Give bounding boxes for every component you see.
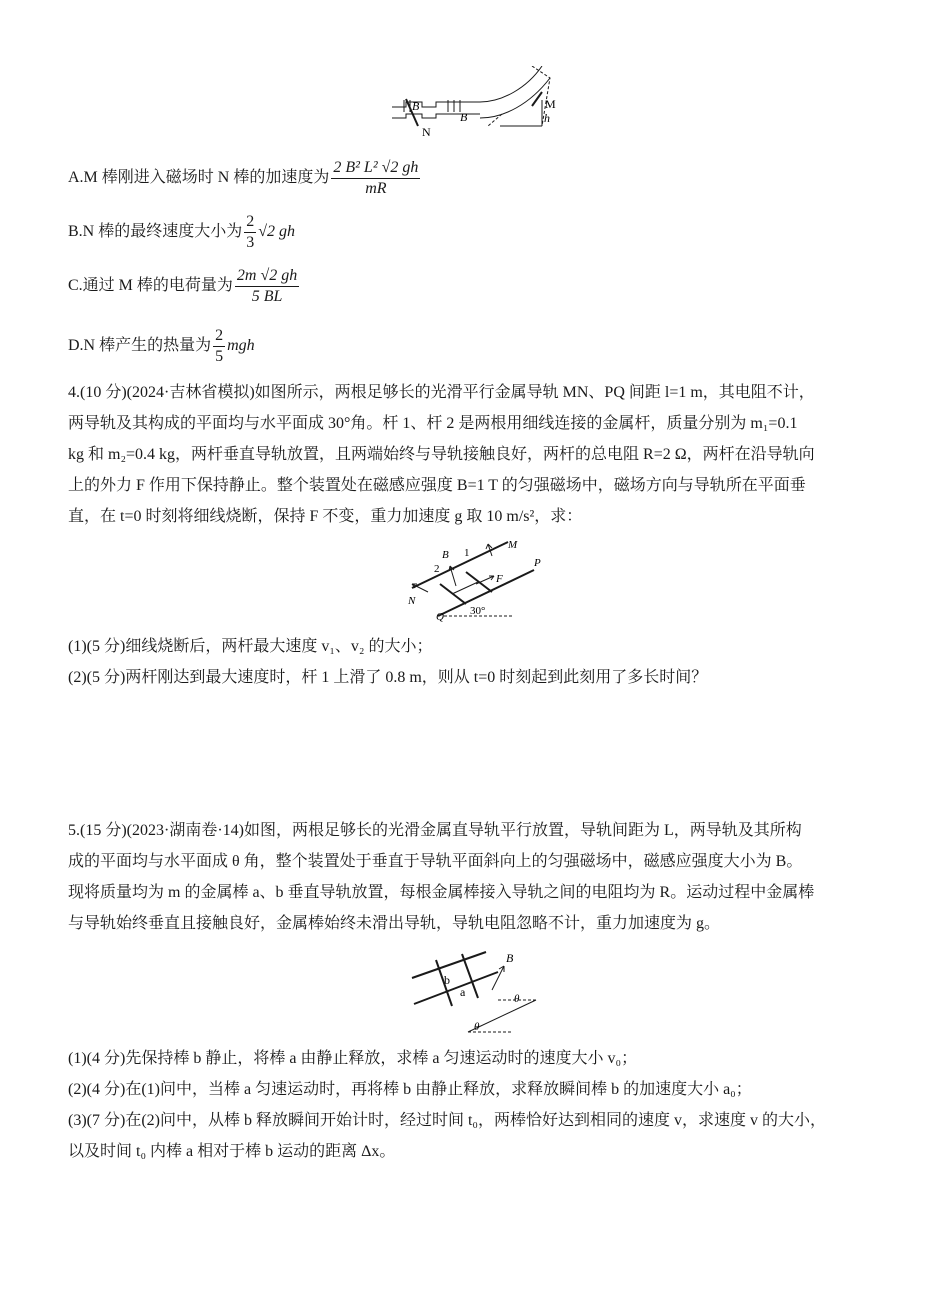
q5-label-theta-1: θ xyxy=(514,993,520,1005)
q4-label-1: 1 xyxy=(464,547,470,559)
q4-label-2: 2 xyxy=(434,563,440,575)
option-d-text: D.N 棒产生的热量为 xyxy=(68,337,212,355)
option-d-denominator: 5 xyxy=(215,348,224,365)
q3-label-m: M xyxy=(545,97,556,111)
q4-label-q: Q xyxy=(436,611,444,622)
q4-label-p: P xyxy=(534,557,541,569)
q4-figure xyxy=(404,536,554,622)
q5-sub-1: (1)(4 分)先保持棒 b 静止，将棒 a 由静止释放，求棒 a 匀速运动时的速度大小 v₀； xyxy=(68,1050,638,1067)
option-b-numerator: 2 xyxy=(244,212,256,233)
option-b-text: B.N 棒的最终速度大小为 xyxy=(68,223,243,241)
option-b-denominator: 3 xyxy=(246,234,255,251)
q3-option-b xyxy=(68,212,295,253)
option-a-numerator: 2 B² L² √2 gh xyxy=(331,158,420,179)
q5-line-4: 与导轨始终垂直且接触良好，金属棒始终未滑出导轨，导轨电阻忽略不计，重力加速度为 g。 xyxy=(68,915,721,932)
q4-line-2: 两导轨及其构成的平面均与水平面成 30°角。杆 1、杆 2 是两根用细线连接的金属杆，质量分别为 m₁=0.1 xyxy=(68,415,798,432)
q5-line-3: 现将质量均为 m 的金属棒 a、b 垂直导轨放置，每根金属棒接入导轨之间的电阻均为 R。运动过程中金属棒 xyxy=(68,884,815,901)
q5-sub-4: 以及时间 t₀ 内棒 a 相对于棒 b 运动的距离 Δx。 xyxy=(68,1143,396,1160)
option-d-expression: mgh xyxy=(227,337,255,355)
q3-option-d xyxy=(68,326,255,367)
q3-figure xyxy=(392,66,568,138)
q5-line-1: 5.(15 分)(2023·湖南卷·14)如图，两根足够长的光滑金属直导轨平行放置，导轨间距为 L，两导轨及其所构 xyxy=(68,822,802,839)
q4-line-1: 4.(10 分)(2024·吉林省模拟)如图所示，两根足够长的光滑平行金属导轨 MN、PQ 间距 l=1 m，其电阻不计， xyxy=(68,384,815,401)
q4-line-5: 直，在 t=0 时刻将细线烧断，保持 F 不变，重力加速度 g 取 10 m/s²，求： xyxy=(68,508,583,525)
q5-label-field: B xyxy=(506,951,514,965)
q5-sub-3: (3)(7 分)在(2)问中，从棒 b 释放瞬间开始计时，经过时间 t₀，两棒恰好达到相同的速度 v，求速度 v 的大小， xyxy=(68,1112,826,1129)
q3-option-a xyxy=(68,158,422,199)
q5-label-theta-2: θ xyxy=(474,1021,480,1033)
option-b-expression: √2 gh xyxy=(258,223,296,241)
q5-sub-2: (2)(4 分)在(1)问中，当棒 a 匀速运动时，再将棒 b 由静止释放，求释放瞬间棒 b 的加速度大小 a₀； xyxy=(68,1081,752,1098)
q5-label-a: a xyxy=(460,985,466,999)
q5-line-2: 成的平面均与水平面成 θ 角，整个装置处于垂直于导轨平面斜向上的匀强磁场中，磁感应强度大小为 B。 xyxy=(68,853,803,870)
q4-line-3: kg 和 m₂=0.4 kg，两杆垂直导轨放置，且两端始终与导轨接触良好，两杆的总电阻 R=2 Ω，两杆在沿导轨向 xyxy=(68,446,815,463)
option-c-text: C.通过 M 棒的电荷量为 xyxy=(68,277,233,295)
option-c-numerator: 2m √2 gh xyxy=(235,266,299,287)
q3-label-h: h xyxy=(544,111,550,125)
q4-sub-2: (2)(5 分)两杆刚达到最大速度时，杆 1 上滑了 0.8 m，则从 t=0 时刻起到此刻用了多长时间？ xyxy=(68,669,708,686)
q4-label-f: F xyxy=(496,573,503,585)
option-a-denominator: mR xyxy=(365,180,387,197)
q4-label-angle: 30° xyxy=(470,605,486,617)
q3-label-n: N xyxy=(422,125,431,138)
q4-sub-1: (1)(5 分)细线烧断后，两杆最大速度 v₁、v₂ 的大小； xyxy=(68,638,433,655)
q4-label-n: N xyxy=(408,595,416,607)
q4-label-b: B xyxy=(442,549,449,561)
q4-label-m: M xyxy=(508,539,518,551)
option-a-text: A.M 棒刚进入磁场时 N 棒的加速度为 xyxy=(68,169,330,187)
q3-label-b2: B xyxy=(460,110,468,124)
q3-label-b1: B xyxy=(412,99,420,113)
option-d-numerator: 2 xyxy=(213,326,225,347)
q3-option-c xyxy=(68,266,301,307)
q5-label-b: b xyxy=(444,973,450,987)
option-c-denominator: 5 BL xyxy=(251,288,283,305)
q5-figure xyxy=(408,950,544,1034)
q4-line-4: 上的外力 F 作用下保持静止。整个装置处在磁感应强度 B=1 T 的匀强磁场中，磁场方向与导轨所在平面垂 xyxy=(68,477,806,494)
